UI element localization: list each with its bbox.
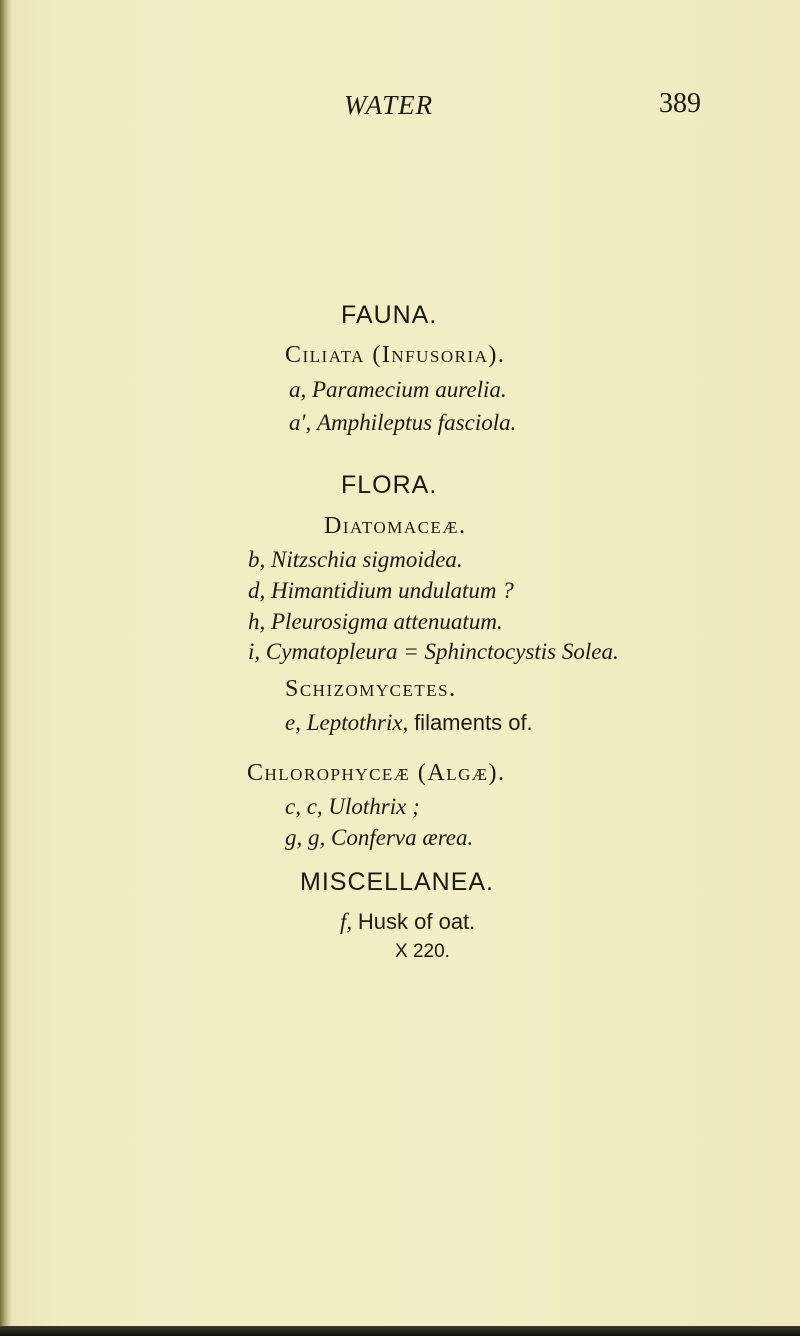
miscellanea-heading: MISCELLANEA. [300,868,495,896]
flora-entry [285,826,473,849]
fauna-heading: FAUNA. [341,301,438,329]
fauna-group-title: Ciliata (Infusoria). [285,342,506,368]
flora-group-title: Schizomycetes. [285,676,457,702]
flora-entry [248,640,619,663]
flora-entry [248,579,514,602]
flora-group-title: Diatomaceæ. [324,513,467,539]
flora-group-title: Chlorophyceæ (Algæ). [247,760,506,786]
entry-letter: c, c, [285,794,323,819]
entry-name: Himantidium undulatum ? [271,578,514,603]
entry-name: Paramecium aurelia. [312,377,507,402]
flora-entry [285,711,533,734]
page-bottom-edge [0,1326,800,1336]
entry-name: Pleurosigma attenuatum. [271,609,503,634]
magnification-label: X 220. [395,941,450,962]
entry-name: Conferva ærea. [331,825,474,850]
entry-name: Ulothrix ; [328,794,420,819]
page-number: 389 [659,88,701,119]
miscellanea-entry [340,910,475,933]
fauna-entry [289,411,516,434]
entry-letter: d, [248,578,266,603]
flora-heading: FLORA. [341,471,438,499]
entry-name: Leptothrix, [306,710,409,735]
entry-letter: b, [248,547,266,572]
entry-letter: a, [289,377,307,402]
entry-letter: e, [285,710,301,735]
running-head: WATER [344,90,434,120]
entry-text: Husk of oat. [357,909,476,934]
entry-letter: i, [248,639,261,664]
entry-letter: h, [248,609,266,634]
flora-entry [248,610,503,633]
entry-name: Nitzschia sigmoidea. [271,547,463,572]
flora-entry [285,795,420,818]
entry-name: Amphileptus fasciola. [317,410,517,435]
entry-name: Cymatopleura = Sphinctocystis Solea. [265,639,619,664]
page-binding-shadow [0,0,12,1336]
fauna-entry [289,378,507,401]
entry-letter: g, g, [285,825,326,850]
entry-note: filaments of. [414,710,533,735]
entry-letter: a′, [289,410,312,435]
flora-entry [248,548,463,571]
entry-letter: f, [340,909,353,934]
